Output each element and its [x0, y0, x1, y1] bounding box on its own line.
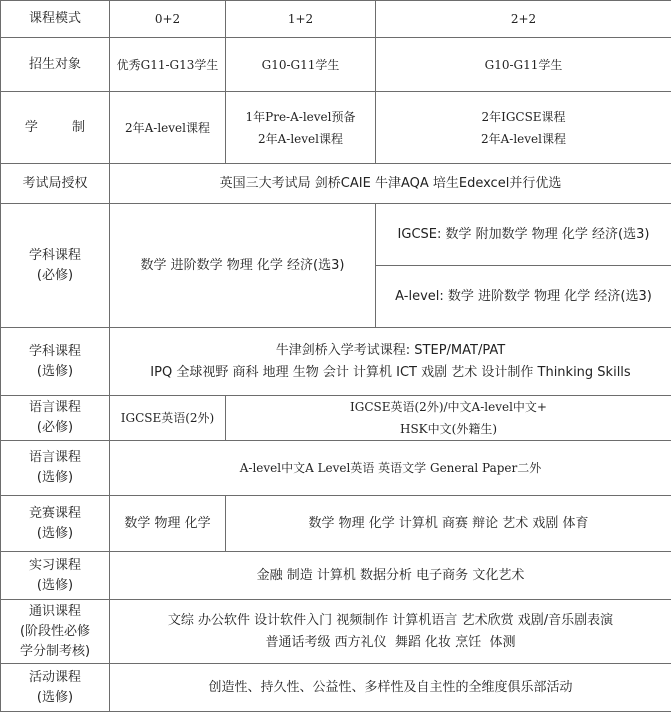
subjects-elective-line1: 牛津剑桥入学考试课程: STEP/MAT/PAT	[114, 340, 667, 362]
language-required-label-line2: (必修)	[5, 418, 105, 438]
activity-label-line2: (选修)	[5, 688, 105, 708]
table-row-header	[1, 1, 671, 38]
row-label-target: 招生对象	[1, 38, 110, 92]
general-label-line3: 学分制考核)	[5, 642, 105, 662]
system-col1: 2年A-level课程	[110, 92, 226, 164]
row-label-exam: 考试局授权	[1, 164, 110, 204]
table-row-language-required	[1, 396, 671, 441]
table-row-subjects-required-a	[1, 204, 671, 266]
row-label-system: 学 制	[1, 92, 110, 164]
row-label-activity	[1, 664, 110, 712]
internship-label-line2: (选修)	[5, 576, 105, 596]
table-row-activity	[1, 664, 671, 712]
general-label-line2: (阶段性必修	[5, 622, 105, 642]
subjects-required-col12: 数学 进阶数学 物理 化学 经济(选3)	[110, 204, 376, 328]
system-col2-line2: 2年A-level课程	[230, 128, 371, 150]
competition-label-line1: 竞赛课程	[5, 504, 105, 524]
table-row-internship	[1, 552, 671, 600]
language-elective-label-line2: (选修)	[5, 468, 105, 488]
subjects-required-igcse: IGCSE: 数学 附加数学 物理 化学 经济(选3)	[376, 204, 671, 266]
target-col3: G10-G11学生	[376, 38, 671, 92]
header-col-2plus2: 2+2	[376, 1, 671, 38]
subjects-elective-label-line2: (选修)	[5, 362, 105, 382]
language-required-col23	[226, 396, 671, 441]
general-value	[110, 600, 671, 664]
table-row-target	[1, 38, 671, 92]
competition-label-line2: (选修)	[5, 524, 105, 544]
header-col-1plus2: 1+2	[226, 1, 376, 38]
language-required-col23-line2: HSK中文(外籍生)	[230, 418, 667, 440]
target-col1: 优秀G11-G13学生	[110, 38, 226, 92]
language-elective-label-line1: 语言课程	[5, 448, 105, 468]
activity-value: 创造性、持久性、公益性、多样性及自主性的全维度俱乐部活动	[110, 664, 671, 712]
row-label-language-elective	[1, 441, 110, 496]
row-label-internship	[1, 552, 110, 600]
internship-label-line1: 实习课程	[5, 556, 105, 576]
language-elective-value: A-level中文A Level英语 英语文学 General Paper二外	[110, 441, 671, 496]
system-col3-line2: 2年A-level课程	[380, 128, 667, 150]
subjects-elective-line2: IPQ 全球视野 商科 地理 生物 会计 计算机 ICT 戏剧 艺术 设计制作 Thinking Skills	[114, 362, 667, 384]
table-row-exam	[1, 164, 671, 204]
general-line2: 普通话考级 西方礼仪 舞蹈 化妆 烹饪 体测	[114, 632, 667, 654]
system-col2	[226, 92, 376, 164]
internship-value: 金融 制造 计算机 数据分析 电子商务 文化艺术	[110, 552, 671, 600]
activity-label-line1: 活动课程	[5, 668, 105, 688]
exam-value: 英国三大考试局 剑桥CAIE 牛津AQA 培生Edexcel并行优选	[110, 164, 671, 204]
row-label-competition	[1, 496, 110, 552]
general-line1: 文综 办公软件 设计软件入门 视频制作 计算机语言 艺术欣赏 戏剧/音乐剧表演	[114, 610, 667, 632]
header-label: 课程模式	[1, 1, 110, 38]
row-label-subjects-elective	[1, 328, 110, 396]
subjects-elective-label-line1: 学科课程	[5, 342, 105, 362]
subjects-required-alevel: A-level: 数学 进阶数学 物理 化学 经济(选3)	[376, 266, 671, 328]
language-required-label-line1: 语言课程	[5, 398, 105, 418]
row-label-subjects-required	[1, 204, 110, 328]
table-row-language-elective	[1, 441, 671, 496]
subjects-elective-value	[110, 328, 671, 396]
subjects-required-label-line2: (必修)	[5, 266, 105, 286]
table-row-subjects-elective	[1, 328, 671, 396]
table-row-general	[1, 600, 671, 664]
row-label-language-required	[1, 396, 110, 441]
subjects-required-label-line1: 学科课程	[5, 246, 105, 266]
system-col3	[376, 92, 671, 164]
row-label-general	[1, 600, 110, 664]
header-col-0plus2: 0+2	[110, 1, 226, 38]
system-col3-line1: 2年IGCSE课程	[380, 106, 667, 128]
table-row-competition	[1, 496, 671, 552]
table-row-system	[1, 92, 671, 164]
general-label-line1: 通识课程	[5, 602, 105, 622]
competition-col23: 数学 物理 化学 计算机 商赛 辩论 艺术 戏剧 体育	[226, 496, 671, 552]
language-required-col1: IGCSE英语(2外)	[110, 396, 226, 441]
system-col2-line1: 1年Pre-A-level预备	[230, 106, 371, 128]
competition-col1: 数学 物理 化学	[110, 496, 226, 552]
language-required-col23-line1: IGCSE英语(2外)/中文A-level中文+	[230, 396, 667, 418]
target-col2: G10-G11学生	[226, 38, 376, 92]
